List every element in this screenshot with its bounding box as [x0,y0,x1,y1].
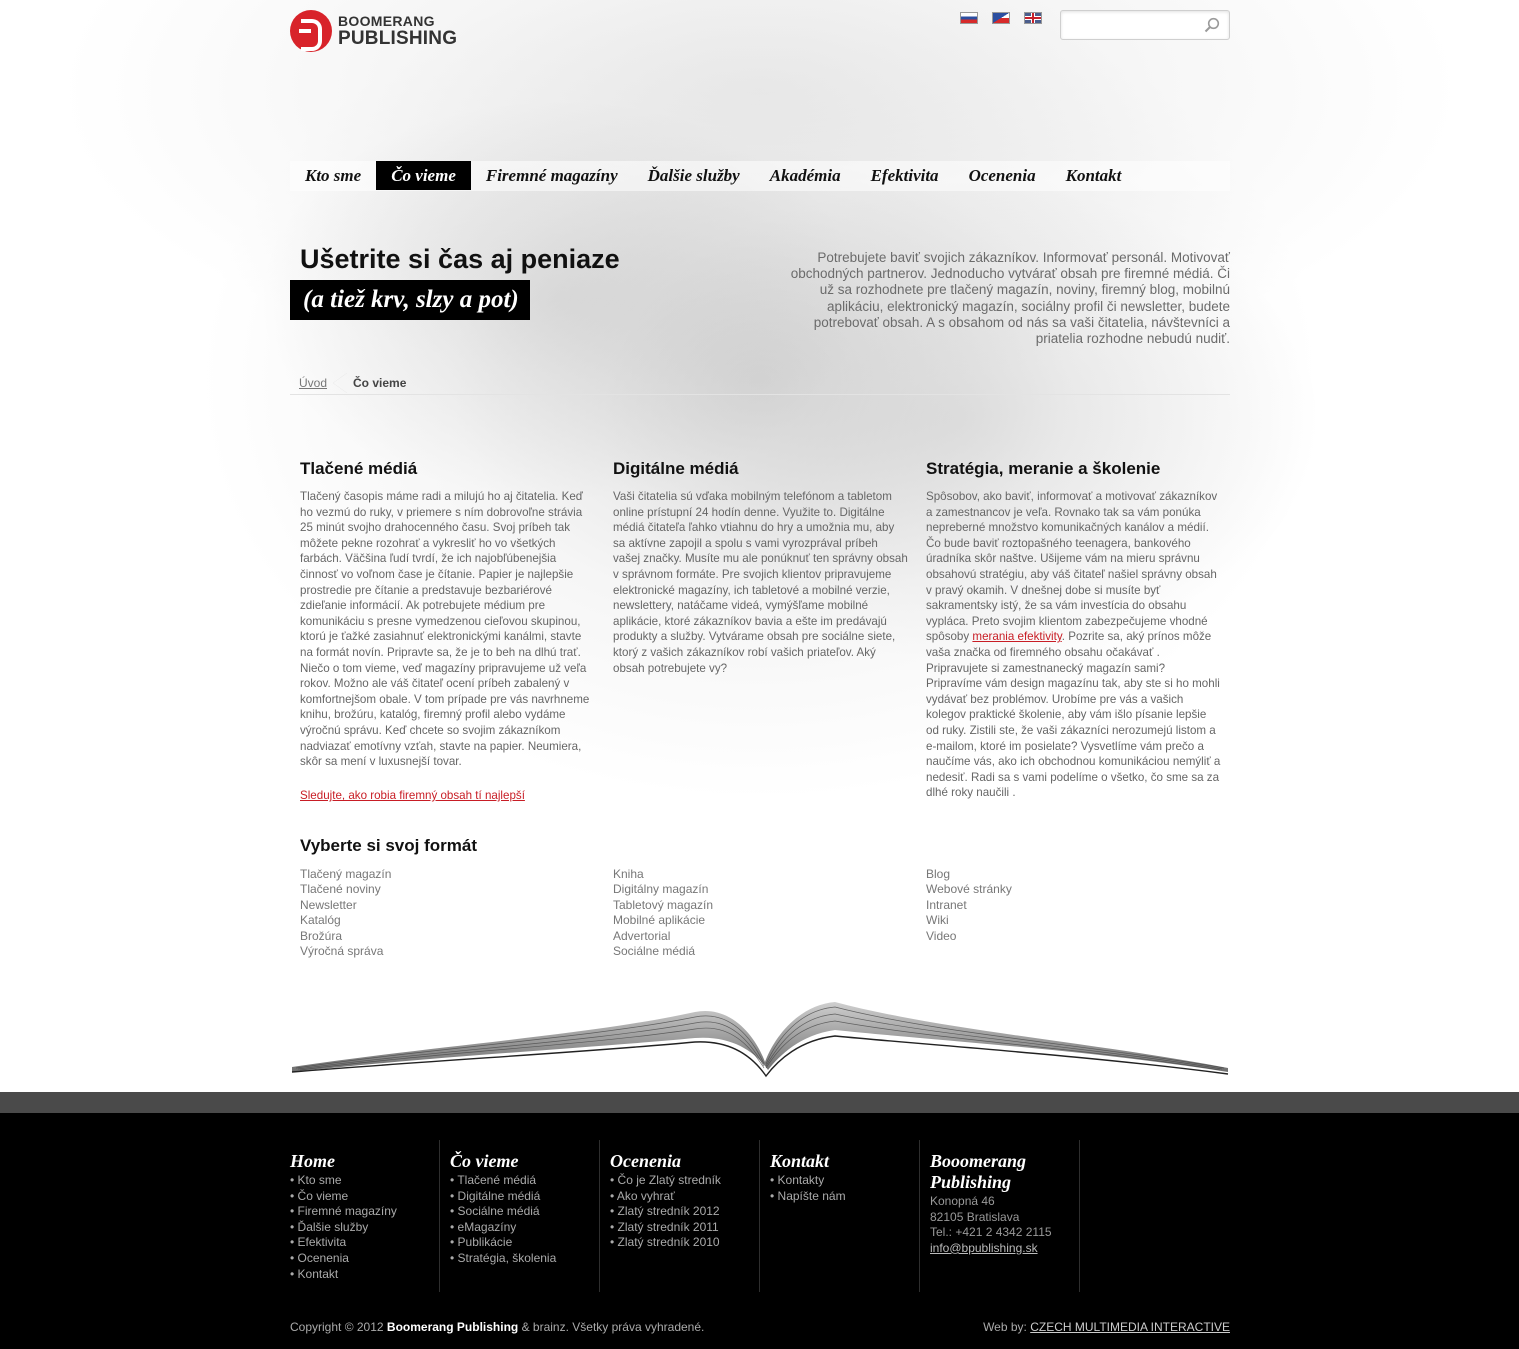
strategy-section [926,459,1221,801]
footer-covieme-title[interactable]: Čo vieme [450,1151,519,1171]
printed-media-title: Tlačené médiá [300,459,418,478]
footer-link[interactable]: • Tlačené médiá [450,1173,600,1189]
format-item[interactable]: Kniha [613,867,644,881]
formats-list-1 [300,867,391,959]
footer-link[interactable]: • Ocenenia [290,1251,440,1267]
formats-list-2 [613,867,713,959]
breadcrumb-home-link[interactable]: Úvod [299,376,328,390]
footer-col-co-vieme [450,1140,600,1292]
open-book-illustration [290,990,1230,1080]
nav-firemne-magaziny[interactable]: Firemné magazíny [485,166,618,185]
boomerang-logo-icon [290,10,332,52]
efficiency-link[interactable]: merania efektivity [972,630,1062,644]
copyright [290,1320,704,1334]
format-item[interactable]: Tlačené noviny [300,882,381,897]
nav-kto-sme[interactable]: Kto sme [305,166,362,185]
format-item[interactable]: Wiki [926,913,949,928]
nav-akademia[interactable]: Akadémia [769,166,841,185]
footer-col-kontakt [770,1140,920,1292]
format-item[interactable]: Webové stránky [926,882,1012,897]
best-content-link[interactable]: Sledujte, ako robia firemný obsah tí najlepší [300,789,525,802]
footer-link[interactable]: • Publikácie [450,1235,600,1251]
footer-link[interactable]: • Čo vieme [290,1189,440,1205]
footer-company-title: Booomerang Publishing [930,1151,1027,1192]
digital-media-title: Digitálne médiá [613,459,739,478]
email-link[interactable]: info@bpublishing.sk [930,1240,1038,1255]
footer-link[interactable]: • Napíšte nám [770,1189,920,1205]
footer-link[interactable]: • Firemné magazíny [290,1204,440,1220]
formats-title: Vyberte si svoj formát [300,836,477,855]
web-by-label: Web by: [983,1320,1031,1334]
footer-link[interactable]: • Stratégia, školenia [450,1251,600,1267]
format-item[interactable]: Video [926,928,957,943]
address-street: Konopná 46 [930,1194,995,1208]
format-item[interactable]: Sociálne médiá [613,944,696,959]
footer-home-title[interactable]: Home [290,1151,335,1171]
logo[interactable] [290,10,457,52]
language-switcher [960,12,1042,24]
strategy-text-part1: Spôsobov, ako baviť, informovať a motivovať zákazníkov a zamestnancov je veľa. Rovnako tak sa vám ponúka nepreberné množstvo komunikačných kanálov a médií. Čo bude baviť roztopašného teenagera, bankového úradníka skôr naštve. Ušijeme vám na mieru správnu obsahovú stratégiu, aby váš čitateľ našiel správny obsah v pravý okamih. V dnešnej dobe si musíte byť sakramentsky istý, že sa vám investícia do obsahu vypláca. Preto svojim klientom zabezpečujeme vhodné spôsoby [926,490,1218,644]
footer-link[interactable]: • Ďalšie služby [290,1220,440,1236]
footer-ocenenia-title[interactable]: Ocenenia [610,1151,681,1171]
web-by-link[interactable]: CZECH MULTIMEDIA INTERACTIVE [1030,1320,1230,1334]
printed-media-section [300,459,595,770]
format-item[interactable]: Katalóg [300,913,341,928]
footer-link[interactable]: • Čo je Zlatý stredník [610,1173,760,1189]
cz-flag-icon[interactable] [992,12,1010,24]
format-item[interactable]: Blog [926,867,951,881]
format-item[interactable]: Tlačený magazín [300,867,392,881]
footer-link[interactable]: • Kontakt [290,1267,440,1283]
footer-link[interactable]: • Efektivita [290,1235,440,1251]
format-item[interactable]: Intranet [926,897,967,912]
address-city: 82105 Bratislava [930,1209,1020,1224]
nav-co-vieme[interactable]: Čo vieme [376,161,471,190]
breadcrumb-current: Čo vieme [353,376,407,390]
footer-address [930,1194,1080,1256]
breadcrumb [299,373,406,393]
hero-intro: Potrebujete baviť svojich zákazníkov. Informovať personál. Motivovať obchodných partnerov. Jednoducho vytvárať obsah pre firemné médiá. Či už sa rozhodnete pre tlačený magazín, noviny, firemný blog, mobilnú aplikáciu, elektronický magazín, sociálny profil či newsletter, budete potrebovať obsah. A s obsahom od nás sa vaši čitatelia, návštevníci a priatelia rozhodne nebudú nudiť. [790,250,1230,347]
footer-col-ocenenia [610,1140,760,1292]
footer-link[interactable]: • Zlatý stredník 2011 [610,1220,760,1236]
copyright-brand: Boomerang Publishing [386,1320,519,1334]
search-icon[interactable] [1204,17,1220,33]
hero-title: Ušetrite si čas aj peniaze [300,244,620,274]
formats-list-3 [926,867,1012,944]
hero-subtitle: (a tiež krv, slzy a pot) [290,280,530,320]
digital-media-section [613,459,908,676]
footer-top-bar [0,1092,1519,1113]
footer-link[interactable]: • Digitálne médiá [450,1189,600,1205]
footer-link[interactable]: • Kontakty [770,1173,920,1189]
strategy-title: Stratégia, meranie a školenie [926,459,1161,478]
logo-text [338,14,457,48]
format-item[interactable]: Newsletter [300,897,357,912]
logo-line2: PUBLISHING [338,28,458,49]
nav-efektivita[interactable]: Efektivita [870,166,939,185]
format-item[interactable]: Digitálny magazín [613,882,709,897]
format-item[interactable]: Tabletový magazín [613,897,714,912]
format-item[interactable]: Brožúra [300,928,343,943]
printed-media-text: Tlačený časopis máme radi a milujú ho aj čitatelia. Keď ho vezmú do ruky, v priemere s ním dobrovoľne strávia 25 minút svojho drahocenného času. Svoj príbeh tak môžete pekne rozohrať a vykresliť ho vo všetkých farbách. Väčšina ľudí tvrdí, že ich najobľúbenejšia činnosť vo voľnom čase je čítanie. Papier je najlepšie prostredie pre čítanie a predstavuje bezbariérové zdieľanie informácií. Ak potrebujete médium pre komunikáciu s presne vymedzenou cieľovou skupinou, ktorú je ťažké zasiahnuť elektronickými kanálmi, stavte na formát novín. Pripravte sa, že je to beh na dlhú trať. Niečo o tom vieme, veď magazíny pripravujeme už veľa rokov. Možno ale váš čitateľ ocení príbeh zabalený v komfortnejšom obale. V tom prípade pre vás navrhneme knihu, brožúru, katalóg, firemný profil alebo vydáme výročnú správu. Keď chcete so svojim zákazníkom nadviazať emotívny vzťah, stavte na papier. Neumiera, skôr sa mení v luxusnejší tovar. [300,490,590,769]
footer-link[interactable]: • Ako vyhrať [610,1189,760,1205]
footer-divider [919,1140,920,1292]
footer-divider [759,1140,760,1292]
search-box [1060,10,1230,40]
divider [290,394,1230,395]
footer-link[interactable]: • eMagazíny [450,1220,600,1236]
footer-link[interactable]: • Zlatý stredník 2012 [610,1204,760,1220]
footer-divider [1079,1140,1080,1292]
copyright-suffix: & brainz. Všetky práva vyhradené. [518,1320,705,1334]
footer-divider [599,1140,600,1292]
format-item[interactable]: Advertorial [613,928,671,943]
footer-kontakt-title[interactable]: Kontakt [770,1151,830,1171]
footer-link[interactable]: • Kto sme [290,1173,440,1189]
footer-col-home [290,1140,440,1292]
strategy-text-part2: . Pozrite sa, aký prínos môže vaša značka od firemného obsahu očakávať . Pripravujete si zamestnanecký magazín sami? Pripravíme vám design magazínu tak, aby ste si ho mohli vydávať bez problémov. Urobíme pre vás a vašich kolegov praktické školenie, aby vám išlo písanie lepšie od ruky. Zistili ste, že vaši zákazníci nerozumejú listom a e-mailom, ktoré im posielate? Vysvetlíme vám prečo a naučíme vás, ako ich obchodnou komunikáciou nemýliť a nedesiť. Radi sa s vami podelíme o všetko, čo sme sa za dlhé roky naučili . [926,630,1221,800]
uk-flag-icon[interactable] [1024,12,1042,24]
nav-dalsie-sluzby[interactable]: Ďalšie služby [647,166,740,185]
sk-flag-icon[interactable] [960,12,978,24]
copyright-prefix: Copyright © 2012 [290,1320,387,1334]
nav-kontakt[interactable]: Kontakt [1065,166,1122,185]
nav-ocenenia[interactable]: Ocenenia [968,166,1036,185]
address-phone: Tel.: +421 2 4342 2115 [930,1225,1052,1240]
footer-col-company [930,1140,1080,1292]
footer-link[interactable]: • Sociálne médiá [450,1204,600,1220]
footer-link[interactable]: • Zlatý stredník 2010 [610,1235,760,1251]
breadcrumb-separator-icon [333,373,347,393]
main-nav [290,161,1136,190]
logo-line1: BOOMERANG [338,13,435,29]
strategy-text [926,489,1221,801]
footer-divider [439,1140,440,1292]
digital-media-text: Vaši čitatelia sú vďaka mobilným telefónom a tabletom online prístupní 24 hodín denne. Využite to. Digitálne médiá čitateľa ľahko vtiahnu do hry a umožnia mu, aby sa aktívne zapojil a spolu s vami vyrozprával príbeh vašej značky. Musíte mu ale ponúknuť ten správny obsah v správnom formáte. Pre svojich klientov pripravujeme elektronické magazíny, ich tabletové a mobilné verzie, newslettery, natáčame videá, vymýšľame mobilné aplikácie, ktoré zákazníkov bavia a ešte im predávajú produkty a služby. Vytvárame obsah pre sociálne siete, ktorý z vašich zákazníkov robí vašich priateľov. Aký obsah potrebujete vy? [613,490,908,675]
format-item[interactable]: Mobilné aplikácie [613,913,706,928]
web-by [983,1320,1230,1334]
format-item[interactable]: Výročná správa [300,944,384,959]
search-input[interactable] [1061,11,1201,39]
